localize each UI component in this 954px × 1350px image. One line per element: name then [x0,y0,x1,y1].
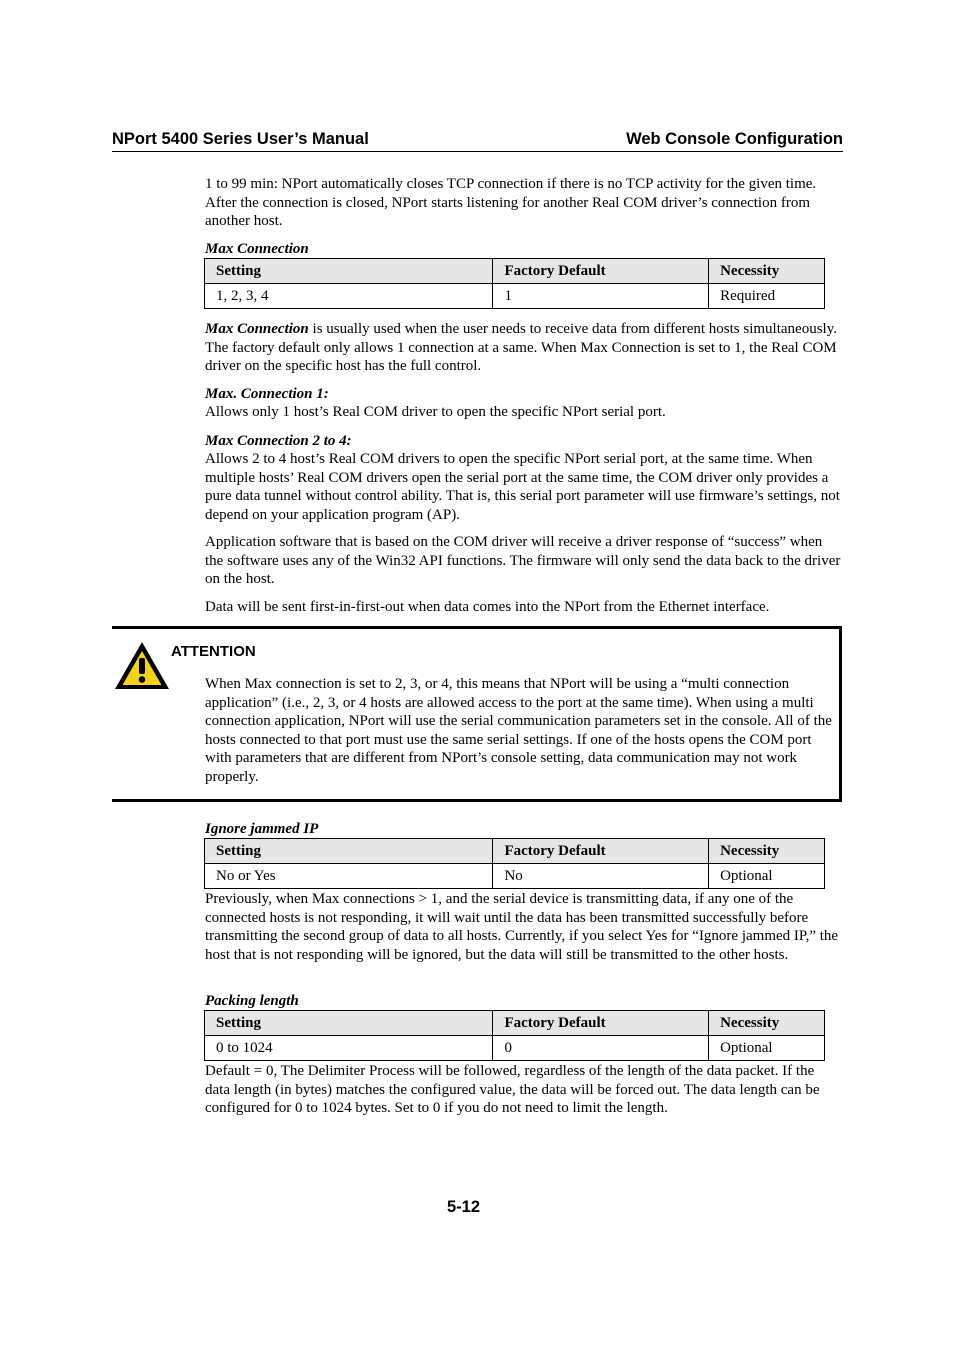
header-factory-default: Factory Default [493,1011,709,1036]
table-header-row [205,1011,825,1036]
ignore-jammed-ip-label: Ignore jammed IP [205,821,319,837]
ignore-jammed-ip-table [204,838,825,889]
cell-necessity: Optional [709,864,825,889]
max-connection-2-4-text: Allows 2 to 4 host’s Real COM drivers to open the specific NPort serial port, at the same time. When multiple hosts’ Real COM drivers open the serial port at the same time, the COM driver only provides a pure data tunnel without control ability. That is, this serial port parameter will use firmware’s settings, not depend on your application program (AP). [205,451,840,523]
attention-text: When Max connection is set to 2, 3, or 4, this means that NPort will be using a “multi connection application” (i.e., 2, 3, or 4 hosts are allowed access to the port at the same time). When using a multi connection application, NPort will use the serial communication parameters set in the console. All of the hosts connected to that port must use the same serial settings. If one of the hosts opens the COM port with parameters that are different from NPort’s console setting, data communication may not work properly. [205,676,832,785]
table-header-row [205,259,825,284]
table-row [205,284,825,309]
max-connection-table [204,258,825,309]
table-row [205,1036,825,1061]
max-connection-1-text: Allows only 1 host’s Real COM driver to open the specific NPort serial port. [205,404,666,420]
fifo-paragraph: Data will be sent first-in-first-out when data comes into the NPort from the Ethernet interface. [205,599,770,615]
cell-setting: No or Yes [205,864,493,889]
header-setting: Setting [205,839,493,864]
intro-paragraph: 1 to 99 min: NPort automatically closes TCP connection if there is no TCP activity for the given time. After the connection is closed, NPort starts listening for another Real COM driver’s connection from another host. [205,176,817,229]
header-factory-default: Factory Default [493,839,709,864]
header-setting: Setting [205,1011,493,1036]
cell-necessity: Optional [709,1036,825,1061]
cell-setting: 1, 2, 3, 4 [205,284,493,309]
page-header [112,129,843,152]
page-number: 5-12 [446,1198,481,1216]
header-setting: Setting [205,259,493,284]
table-row [205,864,825,889]
max-connection-1-label: Max. Connection 1: [205,386,329,402]
cell-setting: 0 to 1024 [205,1036,493,1061]
cell-necessity: Required [709,284,825,309]
cell-factory-default: No [493,864,709,889]
header-necessity: Necessity [709,259,825,284]
ignore-jammed-ip-text: Previously, when Max connections > 1, and the serial device is transmitting data, if any one of the connected hosts is not responding, it will wait until the data has been transmitted successfully before transmitting the second group of data to all hosts. Currently, if you select Yes for “Ignore jammed IP,” the host that is not responding will be ignored, but the data will still be transmitted to the other hosts. [205,891,839,963]
max-connection-2-4-label: Max Connection 2 to 4: [205,433,352,449]
header-factory-default: Factory Default [493,259,709,284]
packing-length-table [204,1010,825,1061]
application-software-paragraph: Application software that is based on the COM driver will receive a driver response of “success” when the software uses any of the Win32 API functions. The firmware will only send the data back to the driver on the host. [205,534,841,587]
max-connection-term: Max Connection [205,321,309,337]
section-title: Web Console Configuration [626,130,843,148]
header-necessity: Necessity [709,1011,825,1036]
attention-title: ATTENTION [171,643,256,660]
packing-length-text: Default = 0, The Delimiter Process will be followed, regardless of the length of the data packet. If the data length (in bytes) matches the configured value, the data will be forced out. The data length can be configured for 0 to 1024 bytes. Set to 0 if you do not need to limit the length. [205,1063,820,1116]
manual-title: NPort 5400 Series User’s Manual [112,130,369,148]
max-connection-desc-text: is usually used when the user needs to receive data from different hosts simultaneously. The factory default only allows 1 connection at a same. When Max Connection is set to 1, the Real COM driver on the specific host has the full control. [205,321,837,374]
packing-length-label: Packing length [205,993,299,1009]
max-connection-label: Max Connection [205,241,309,257]
warning-triangle-icon [113,640,171,691]
max-connection-description [205,320,841,376]
header-necessity: Necessity [709,839,825,864]
cell-factory-default: 0 [493,1036,709,1061]
cell-factory-default: 1 [493,284,709,309]
table-header-row [205,839,825,864]
